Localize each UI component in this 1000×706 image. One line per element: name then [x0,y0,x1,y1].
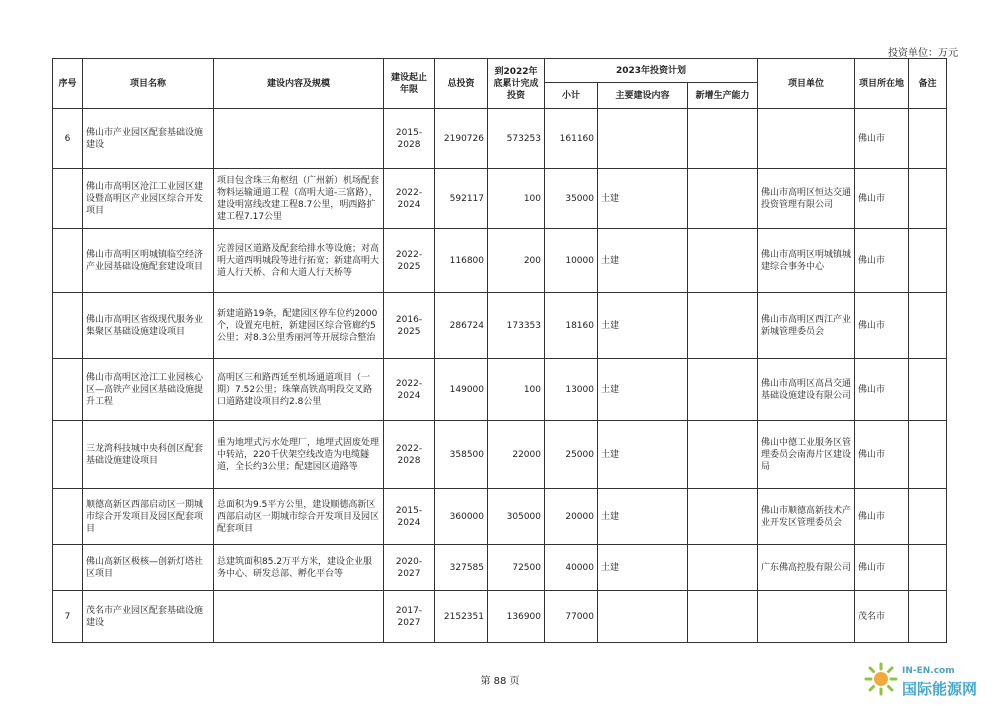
row-location: 佛山市 [855,489,909,545]
row-seq: 7 [53,591,83,643]
row-remark [909,293,947,359]
row-subtotal: 10000 [545,229,598,293]
row-unit: 广东佛高控股有限公司 [758,545,855,591]
row-total: 327585 [435,545,488,591]
row-period: 2015-2024 [384,489,435,545]
row-unit [758,109,855,169]
header-remark: 备注 [909,59,947,109]
row-period: 2022-2024 [384,359,435,421]
row-location: 茂名市 [855,591,909,643]
row-name: 佛山市高明区省级现代服务业集聚区基础设施建设项目 [83,293,214,359]
row-done: 100 [488,169,545,229]
row-subtotal: 18160 [545,293,598,359]
row-period: 2022-2024 [384,169,435,229]
row-seq [53,545,83,591]
row-main-content: 土建 [598,293,688,359]
row-new-capacity [688,109,758,169]
header-total: 总投资 [435,59,488,109]
table-row [53,359,947,421]
row-unit: 佛山市高明区明城镇城建综合事务中心 [758,229,855,293]
row-remark [909,591,947,643]
row-location: 佛山市 [855,359,909,421]
row-new-capacity [688,591,758,643]
row-new-capacity [688,229,758,293]
header-subtotal: 小计 [545,83,598,109]
row-name: 顺德高新区西部启动区一期城市综合开发项目及园区配套项目 [83,489,214,545]
row-seq [53,421,83,489]
row-subtotal: 40000 [545,545,598,591]
row-seq [53,169,83,229]
row-period: 2015-2028 [384,109,435,169]
table-row [53,545,947,591]
header-done: 到2022年底累计完成投资 [488,59,545,109]
row-name: 佛山市产业园区配套基础设施建设 [83,109,214,169]
row-period: 2022-2025 [384,229,435,293]
header-location: 项目所在地 [855,59,909,109]
row-content: 新建道路19条，配建园区停车位约2000个，设置充电桩，新建园区综合管廊约5公里；对8.3公里秀丽河等开展综合整治 [214,293,384,359]
row-period: 2016-2025 [384,293,435,359]
row-name: 茂名市产业园区配套基础设施建设 [83,591,214,643]
row-seq [53,489,83,545]
row-total: 592117 [435,169,488,229]
row-total: 360000 [435,489,488,545]
row-new-capacity [688,489,758,545]
row-content [214,591,384,643]
row-remark [909,545,947,591]
row-total: 2190726 [435,109,488,169]
row-new-capacity [688,421,758,489]
row-subtotal: 13000 [545,359,598,421]
row-remark [909,169,947,229]
row-period: 2020-2027 [384,545,435,591]
row-total: 358500 [435,421,488,489]
row-content: 总建筑面积85.2万平方米，建设企业服务中心、研发总部、孵化平台等 [214,545,384,591]
row-new-capacity [688,359,758,421]
row-location: 佛山市 [855,421,909,489]
row-done: 200 [488,229,545,293]
row-main-content: 土建 [598,489,688,545]
row-main-content [598,109,688,169]
row-done: 173353 [488,293,545,359]
row-location: 佛山市 [855,229,909,293]
row-content: 重为地埋式污水处理厂，地埋式固废处理中转站，220千伏架空线改造为电缆隧道，全长约3公里；配建园区道路等 [214,421,384,489]
row-seq [53,359,83,421]
row-total: 286724 [435,293,488,359]
table-row [53,109,947,169]
row-main-content: 土建 [598,169,688,229]
row-main-content: 土建 [598,229,688,293]
investment-table [52,58,947,643]
row-name: 佛山高新区极核—创新灯塔社区项目 [83,545,214,591]
watermark-cn: 国际能源网 [902,680,978,698]
watermark-en: IN-EN.com [902,666,955,676]
row-unit: 佛山市顺德高新技术产业开发区管理委员会 [758,489,855,545]
header-new-capacity: 新增生产能力 [688,83,758,109]
row-content: 项目包含珠三角枢纽（广州新）机场配套物料运输通道工程（高明大道-三富路），建设明富线改建工程8.7公里，明西路扩建工程7.17公里 [214,169,384,229]
row-main-content [598,591,688,643]
row-subtotal: 25000 [545,421,598,489]
header-plan2023: 2023年投资计划 [545,59,758,83]
row-total: 116800 [435,229,488,293]
row-unit: 佛山市高明区西江产业新城管理委员会 [758,293,855,359]
row-main-content: 土建 [598,359,688,421]
table-row [53,293,947,359]
row-unit: 佛山市高明区恒达交通投资管理有限公司 [758,169,855,229]
header-name: 项目名称 [83,59,214,109]
row-new-capacity [688,545,758,591]
row-name: 三龙湾科技城中央科创区配套基础设施建设项目 [83,421,214,489]
header-period: 建设起止年限 [384,59,435,109]
page-number: 第 88 页 [480,676,520,687]
row-remark [909,109,947,169]
sun-icon [864,662,898,696]
row-total: 2152351 [435,591,488,643]
header-main-content: 主要建设内容 [598,83,688,109]
row-done: 100 [488,359,545,421]
row-location: 佛山市 [855,293,909,359]
row-seq: 6 [53,109,83,169]
row-done: 72500 [488,545,545,591]
row-subtotal: 35000 [545,169,598,229]
row-subtotal: 20000 [545,489,598,545]
row-location: 佛山市 [855,109,909,169]
row-done: 573253 [488,109,545,169]
table-row [53,591,947,643]
row-remark [909,489,947,545]
row-content: 高明区三和路西延至机场通道项目（一期）7.52公里；珠肇高铁高明段交叉路口道路建设项目约2.8公里 [214,359,384,421]
row-total: 149000 [435,359,488,421]
row-unit [758,591,855,643]
row-unit: 佛山市高明区高昌交通基础设施建设有限公司 [758,359,855,421]
row-done: 305000 [488,489,545,545]
row-content: 总面积为9.5平方公里，建设顺德高新区西部启动区一期城市综合开发项目及园区配套项目 [214,489,384,545]
row-done: 136900 [488,591,545,643]
table-row [53,229,947,293]
row-name: 佛山市高明区明城镇临空经济产业园基础设施配套建设项目 [83,229,214,293]
watermark-logo [862,658,1000,704]
row-main-content: 土建 [598,545,688,591]
row-new-capacity [688,169,758,229]
row-location: 佛山市 [855,169,909,229]
row-done: 22000 [488,421,545,489]
table-row [53,489,947,545]
unit-label: 投资单位：万元 [888,48,958,59]
row-content [214,109,384,169]
row-remark [909,421,947,489]
row-seq [53,293,83,359]
row-new-capacity [688,293,758,359]
header-unit: 项目单位 [758,59,855,109]
row-period: 2022-2028 [384,421,435,489]
row-seq [53,229,83,293]
row-subtotal: 77000 [545,591,598,643]
row-name: 佛山市高明区沧江工业园区建设暨高明区产业园区综合开发项目 [83,169,214,229]
row-remark [909,229,947,293]
row-name: 佛山市高明区沧江工业园核心区—高铁产业园区基础设施提升工程 [83,359,214,421]
row-period: 2017-2027 [384,591,435,643]
row-remark [909,359,947,421]
row-subtotal: 161160 [545,109,598,169]
row-main-content: 土建 [598,421,688,489]
header-content: 建设内容及规模 [214,59,384,109]
row-content: 完善园区道路及配套给排水等设施；对高明大道西明城段等进行拓宽；新建高明大道人行天桥、合和大道人行天桥等 [214,229,384,293]
table-row [53,169,947,229]
row-unit: 佛山中德工业服务区管理委员会南海片区建设局 [758,421,855,489]
table-row [53,421,947,489]
row-location: 佛山市 [855,545,909,591]
header-seq: 序号 [53,59,83,109]
